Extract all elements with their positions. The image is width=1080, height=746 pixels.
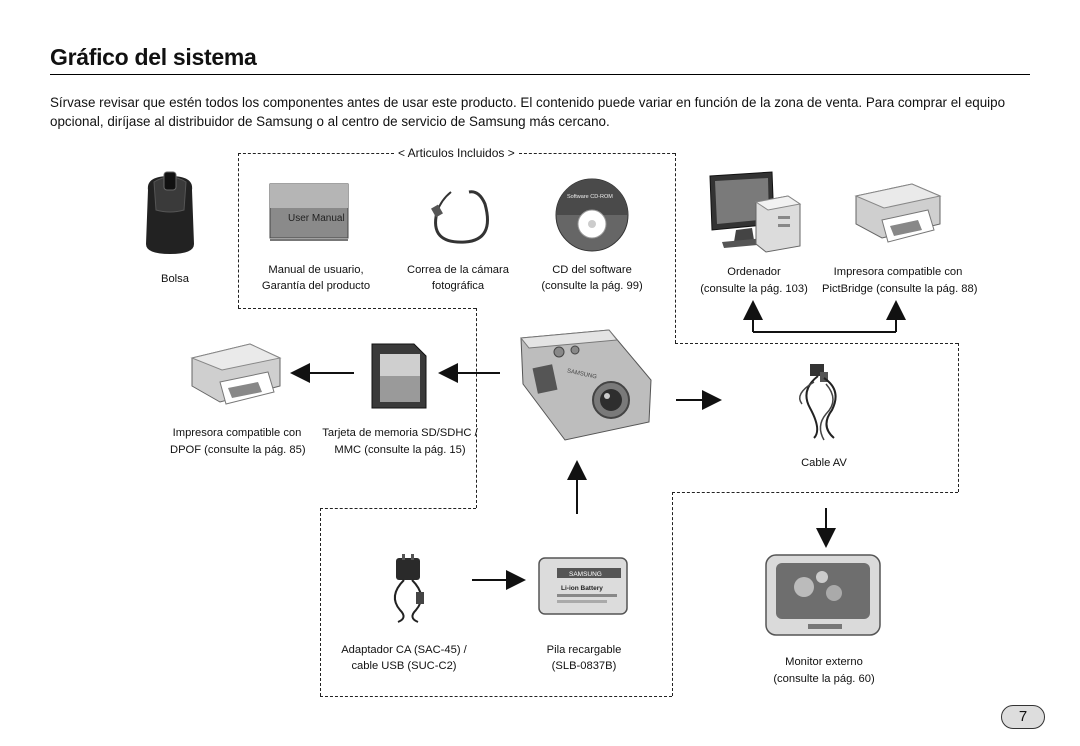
strap-label-line2: fotográfica — [431, 280, 485, 292]
ac-adapter-label-line1: Adaptador CA (SAC-45) / — [341, 644, 467, 656]
battery-type-text: Li-ion Battery — [561, 585, 603, 592]
memory-card-label-line2: MMC (consulte la pág. 15) — [334, 444, 466, 456]
strap-label-line1: Correa de la cámara — [407, 264, 509, 276]
dpof-label-line1: Impresora compatible con — [172, 427, 302, 439]
camera-brand-text: SAMSUNG — [566, 368, 598, 381]
battery-brand-text: SAMSUNG — [569, 571, 602, 578]
battery-label-line1: Pila recargable — [546, 644, 622, 656]
computer-label-line1: Ordenador — [727, 266, 781, 278]
pictbridge-label-line1: Impresora compatible con — [833, 266, 963, 278]
page-number: 7 — [1001, 705, 1045, 729]
tv-label-line2: (consulte la pág. 60) — [773, 673, 875, 685]
tv-label-line1: Monitor externo — [785, 656, 863, 668]
battery-label-line2: (SLB-0837B) — [551, 660, 617, 672]
dpof-label-line2: DPOF (consulte la pág. 85) — [170, 444, 306, 456]
manual-cover-text: User Manual — [288, 213, 345, 224]
included-items-heading: < Articulos Incluidos > — [398, 146, 515, 160]
cd-label-line1: CD del software — [552, 264, 632, 276]
ac-adapter-label-line2: cable USB (SUC-C2) — [351, 660, 457, 672]
page-title: Gráfico del sistema — [50, 44, 257, 70]
intro-paragraph: Sírvase revisar que estén todos los componentes antes de usar este producto. El contenido puede variar en función de la zona de venta. Para comprar el equipo opcional, diríjase al distribuidor de Samsung o al centro de servicio de Samsung más cercano. — [50, 95, 1006, 129]
arrows-to-computer-and-printer — [753, 304, 896, 332]
pouch-label: Bolsa — [161, 273, 189, 285]
pictbridge-label-line2: PictBridge (consulte la pág. 88) — [822, 283, 978, 295]
av-cable-label: Cable AV — [801, 457, 847, 469]
manual-label-line1: Manual de usuario, — [268, 264, 364, 276]
memory-card-label-line1: Tarjeta de memoria SD/SDHC / — [322, 427, 478, 439]
manual-label-line2: Garantía del producto — [261, 280, 371, 292]
cd-label-line2: (consulte la pág. 99) — [541, 280, 643, 292]
cd-disc-text: Software CD-ROM — [567, 194, 613, 200]
computer-label-line2: (consulte la pág. 103) — [700, 283, 808, 295]
